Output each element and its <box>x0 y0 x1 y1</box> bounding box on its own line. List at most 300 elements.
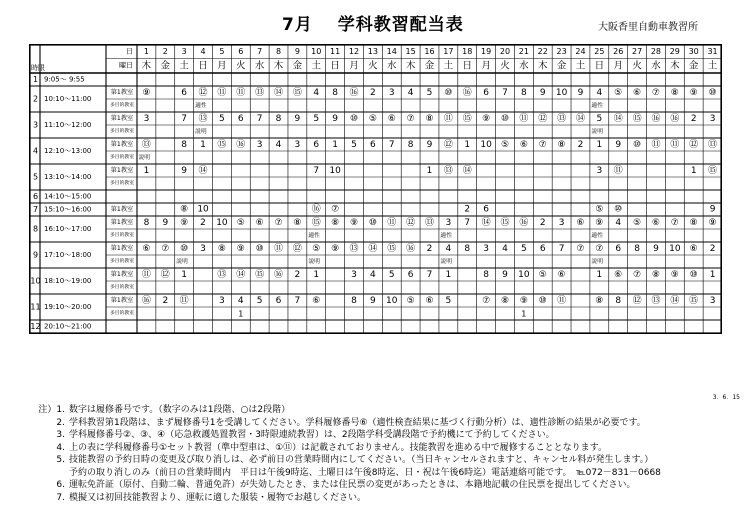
lesson-number: ⑨ <box>331 244 340 254</box>
weekday: 金 <box>160 60 171 72</box>
lesson-number: 6 <box>237 114 244 124</box>
lesson-number: ⑪ <box>236 88 246 98</box>
lesson-number: ⑮ <box>708 166 718 176</box>
lesson-number: 6 <box>407 270 414 280</box>
page-title: 7月 学科教習配当表 <box>282 15 464 35</box>
lesson-number: 8 <box>464 244 471 254</box>
lesson-number: 1 <box>313 270 320 280</box>
lesson-number: 3 <box>596 166 603 176</box>
note-number: 4. <box>56 442 65 453</box>
room-label-1: 第1教室 <box>110 206 134 213</box>
multi-room-entry: 適性 <box>591 103 604 109</box>
weekday: 金 <box>556 60 567 72</box>
period-number: 7 <box>32 205 39 214</box>
lesson-number: ⑬ <box>217 270 227 280</box>
lesson-number: ⑩ <box>689 270 698 280</box>
lesson-number: ⑩ <box>633 140 642 150</box>
weekday: 火 <box>632 60 642 72</box>
weekday: 土 <box>575 60 586 72</box>
lesson-number: ⑮ <box>217 140 227 150</box>
lesson-number: 10 <box>669 244 681 254</box>
lesson-number: ⑪ <box>519 114 529 124</box>
lesson-number: ⑨ <box>595 218 604 228</box>
lesson-number: 7 <box>294 296 301 306</box>
lesson-number: 5 <box>445 296 452 306</box>
lesson-number: 1 <box>596 140 603 150</box>
lesson-number: 1 <box>445 270 452 280</box>
lesson-number: 3 <box>143 114 150 124</box>
lesson-number: ⑫ <box>292 244 302 254</box>
period-time: 11:10～12:00 <box>44 121 92 129</box>
lesson-number: ⑨ <box>180 218 189 228</box>
lesson-number: ⑦ <box>576 244 585 254</box>
weekday: 木 <box>537 60 548 72</box>
period-time: 14:10～15:00 <box>44 192 92 201</box>
day-number: 30 <box>688 47 699 56</box>
note-number: 5. <box>56 455 65 465</box>
lesson-number: ⑥ <box>425 296 434 306</box>
lesson-number: ⑧ <box>670 88 679 98</box>
period-number: 11 <box>30 302 41 312</box>
note-number: 注）1. <box>38 405 65 415</box>
note-line <box>37 442 742 455</box>
day-number: 23 <box>556 47 567 56</box>
lesson-number: ⑭ <box>368 244 378 254</box>
multi-room-entry: 説明 <box>138 155 151 161</box>
room-label-1: 第1教室 <box>110 167 134 174</box>
lesson-number: 10 <box>197 204 209 215</box>
day-number: 8 <box>275 47 282 56</box>
day-number: 5 <box>219 47 225 56</box>
lesson-number: ⑩ <box>180 244 189 254</box>
lesson-number: ⑩ <box>614 204 623 215</box>
lesson-number: ⑤ <box>368 114 377 124</box>
note-text: 上の表に学科履修番号①セット教習（準中型車は、①⑪）は記載されておりません。技能教習を進める中で履修することとなります。 <box>69 442 607 453</box>
lesson-number: 1 <box>464 140 471 150</box>
multi-room-entry: 説明 <box>440 259 453 265</box>
lesson-number: 7 <box>313 166 320 176</box>
lesson-number: 10 <box>216 218 228 228</box>
weekday: 土 <box>311 60 322 72</box>
lesson-number: 4 <box>313 88 320 98</box>
lesson-number: ⑮ <box>632 114 642 124</box>
room-label-1: 第1教室 <box>110 271 134 278</box>
note-text: 予約の取り消しのみ（前日の営業時間内 平日は午後9時迄、土曜日は午後8時迄、日・祝は午後6時迄）電話連絡可能です。 ℡072－831－0668 <box>69 467 661 478</box>
revision-date: 3．6．15 <box>712 394 740 401</box>
lesson-number: 8 <box>634 244 640 254</box>
lesson-number: 1 <box>181 270 188 280</box>
lesson-number: 10 <box>518 270 530 280</box>
period-time: 13:10～14:00 <box>44 173 92 181</box>
period-number: 5 <box>32 172 39 182</box>
day-number: 31 <box>707 47 718 56</box>
day-number: 9 <box>294 47 300 56</box>
lesson-number: 4 <box>370 270 376 280</box>
lesson-number: ⑬ <box>708 140 718 150</box>
weekday: 月 <box>349 60 359 72</box>
lesson-number: 4 <box>445 244 452 254</box>
lesson-number: 3 <box>294 140 301 150</box>
period-time: 16:10～17:00 <box>44 225 92 233</box>
day-number: 2 <box>162 47 168 56</box>
room-label-multi: 多目的教室 <box>110 311 134 316</box>
day-number: 7 <box>257 47 263 56</box>
lesson-number: ⑦ <box>274 218 283 228</box>
lesson-number: ⑯ <box>274 270 284 280</box>
day-number: 26 <box>613 47 624 56</box>
lesson-number: ⑮ <box>462 114 472 124</box>
lesson-number: ⑭ <box>670 296 680 306</box>
multi-room-entry: 適性 <box>591 233 604 239</box>
lesson-number: 9 <box>615 140 622 150</box>
lesson-number: ⑦ <box>633 270 642 280</box>
room-label-multi: 多目的教室 <box>110 181 134 186</box>
multi-room-entry: 適性 <box>195 103 207 109</box>
lesson-number: ⑭ <box>462 166 472 176</box>
notes-section <box>37 404 742 504</box>
period-time: 20:10～21:00 <box>44 322 92 331</box>
lesson-number: ⑦ <box>670 218 679 228</box>
lesson-number: ⑯ <box>236 140 246 150</box>
lesson-number: 5 <box>520 244 527 254</box>
lesson-number: ⑪ <box>651 140 661 150</box>
day-number: 28 <box>650 47 662 56</box>
lesson-number: 6 <box>483 204 489 215</box>
lesson-number: 9 <box>426 140 433 150</box>
lesson-number: ⑦ <box>651 88 660 98</box>
lesson-number: ⑦ <box>161 244 170 254</box>
period-label: 時限 <box>31 64 45 72</box>
lesson-number: 4 <box>237 296 244 306</box>
multi-room-entry: 1 <box>238 309 244 319</box>
weekday-label: 曜日 <box>119 61 133 70</box>
note-text: 数字は履修番号です。（数字のみは1段階、○は2段階） <box>69 405 291 415</box>
lesson-number: ⑯ <box>311 204 321 215</box>
lesson-number: 4 <box>596 88 603 98</box>
day-number: 16 <box>424 47 435 56</box>
school-name: 大阪香里自動車教習所 <box>598 22 698 33</box>
lesson-number: ⑮ <box>255 270 265 280</box>
lesson-number: 2 <box>426 244 433 254</box>
lesson-number: ⑬ <box>424 218 435 228</box>
lesson-number: 2 <box>370 88 376 98</box>
lesson-number: 3 <box>558 218 565 228</box>
lesson-number: 4 <box>407 88 414 98</box>
room-label-1: 第1教室 <box>110 297 134 304</box>
room-label-1: 第1教室 <box>110 141 134 148</box>
lesson-number: ⑭ <box>613 114 623 124</box>
day-number: 11 <box>330 47 341 56</box>
lesson-number: 4 <box>275 140 282 150</box>
lesson-number: ⑨ <box>349 218 359 228</box>
period-number: 9 <box>32 250 39 260</box>
lesson-number: ⑩ <box>708 88 717 98</box>
lesson-number: ⑥ <box>576 218 585 228</box>
lesson-number: ⑪ <box>141 270 151 280</box>
period-time: 17:10～18:00 <box>44 251 92 259</box>
lesson-number: 6 <box>313 140 320 150</box>
lesson-number: 5 <box>596 114 603 124</box>
note-number: 3. <box>56 430 65 440</box>
lesson-number: 9 <box>332 114 339 124</box>
lesson-number: 9 <box>294 114 301 124</box>
notes-list <box>37 404 742 504</box>
day-number: 10 <box>311 47 322 56</box>
lesson-number: ⑦ <box>595 244 604 254</box>
lesson-number: ⑤ <box>595 204 604 215</box>
weekday: 日 <box>330 60 340 72</box>
room-label-1: 第1教室 <box>110 115 134 122</box>
lesson-number: 7 <box>426 270 433 280</box>
lesson-number: ⑮ <box>387 244 397 254</box>
lesson-number: ⑫ <box>198 88 208 98</box>
weekday: 火 <box>368 60 378 72</box>
day-number: 12 <box>348 47 360 56</box>
lesson-number: ⑥ <box>387 114 396 124</box>
day-number: 3 <box>181 47 187 56</box>
lesson-number: 8 <box>615 296 622 306</box>
note-line <box>37 417 742 430</box>
weekday: 火 <box>500 60 510 72</box>
lesson-number: ⑩ <box>349 114 359 124</box>
lesson-number: 4 <box>615 218 622 228</box>
period-number: 12 <box>30 322 41 331</box>
room-label-multi: 多目的教室 <box>110 103 134 108</box>
lesson-number: ⑤ <box>236 218 245 228</box>
lesson-number: ⑪ <box>217 88 227 98</box>
room-label-1: 第1教室 <box>110 219 134 226</box>
lesson-number: 2 <box>539 218 546 228</box>
lesson-number: ⑧ <box>293 218 302 228</box>
lesson-number: ⑫ <box>160 270 170 280</box>
lesson-number: 9 <box>502 270 508 280</box>
lesson-number: ⑯ <box>406 244 416 254</box>
lesson-number: ⑯ <box>349 88 359 98</box>
weekday: 木 <box>273 60 284 72</box>
lesson-number: 2 <box>294 270 301 280</box>
lesson-number: ⑧ <box>557 140 566 150</box>
note-text: 模擬又は初回技能教習より、運転に適した服装・履物でお越しください。 <box>69 492 367 503</box>
lesson-number: ⑧ <box>689 218 698 228</box>
lesson-number: 3 <box>256 140 263 150</box>
lesson-number: 9 <box>162 218 169 228</box>
room-label-multi: 多目的教室 <box>110 259 134 264</box>
lesson-number: ⑫ <box>443 140 453 150</box>
lesson-number: ⑭ <box>274 88 284 98</box>
lesson-number: ⑤ <box>538 270 547 280</box>
lesson-number: ⑭ <box>575 114 585 124</box>
lesson-number: ⑮ <box>689 296 699 306</box>
lesson-number: ⑥ <box>633 88 642 98</box>
lesson-number: ⑪ <box>670 140 680 150</box>
room-label-multi: 多目的教室 <box>110 155 134 160</box>
note-text: 学科教習第1段階は、まず履修番号1を受講してください。学科履修番号⑥（適性検査結果に基づく行動分析）は、適性診断の結果が必要です。 <box>69 417 646 428</box>
lesson-number: 7 <box>558 244 565 254</box>
day-number: 27 <box>631 47 643 56</box>
weekday: 月 <box>613 60 623 72</box>
lesson-number: 2 <box>690 114 697 124</box>
lesson-number: ⑨ <box>519 296 528 306</box>
lesson-number: 7 <box>256 114 263 124</box>
day-number: 29 <box>669 47 680 56</box>
lesson-number: 8 <box>520 88 527 98</box>
lesson-number: 8 <box>351 296 357 306</box>
lesson-number: 3 <box>445 218 452 228</box>
lesson-number: 10 <box>555 88 568 98</box>
multi-room-entry: 説明 <box>195 129 207 135</box>
weekday: 水 <box>519 60 529 72</box>
weekday: 木 <box>405 60 416 72</box>
room-label-multi: 多目的教室 <box>110 285 134 290</box>
day-number: 4 <box>200 47 206 56</box>
period-number: 1 <box>32 75 39 84</box>
lesson-number: ⑦ <box>538 140 547 150</box>
lesson-number: ⑪ <box>387 218 397 228</box>
day-number: 17 <box>443 47 454 56</box>
lesson-number: 6 <box>275 296 282 306</box>
day-number: 6 <box>238 47 244 56</box>
lesson-number: 8 <box>483 270 489 280</box>
note-text: 技能教習の予約日時の変更及び取り消しは、必ず前日の営業時間内にしてください。（当日キャンセルされますと、キャンセル料が発生します。） <box>69 455 654 465</box>
period-number: 8 <box>32 224 39 234</box>
lesson-number: 1 <box>690 166 697 176</box>
lesson-number: 3 <box>709 114 716 124</box>
lesson-number: 9 <box>181 166 188 176</box>
lesson-number: ⑤ <box>614 88 623 98</box>
lesson-number: ⑩ <box>368 218 377 228</box>
lesson-number: ⑪ <box>613 166 623 176</box>
lesson-number: ⑮ <box>292 88 302 98</box>
lesson-number: ⑥ <box>557 270 566 280</box>
lesson-number: 9 <box>653 244 659 254</box>
period-time: 15:10～16:00 <box>44 205 92 214</box>
lesson-number: ⑯ <box>519 218 529 228</box>
schedule-grid <box>29 44 722 334</box>
lesson-number: ⑬ <box>651 296 661 306</box>
lesson-number: ⑦ <box>406 114 415 124</box>
lesson-number: 6 <box>615 244 622 254</box>
lesson-number: 5 <box>388 270 395 280</box>
lesson-number: 10 <box>386 296 398 306</box>
lesson-number: ⑥ <box>142 244 151 254</box>
lesson-number: ⑥ <box>651 218 660 228</box>
lesson-number: ⑬ <box>141 140 151 150</box>
day-number: 15 <box>405 47 416 56</box>
lesson-number: ⑪ <box>274 244 284 254</box>
lesson-number: 6 <box>181 88 188 98</box>
period-number: 3 <box>32 120 39 130</box>
lesson-number: 9 <box>539 88 546 98</box>
lesson-number: ⑥ <box>689 244 698 254</box>
weekday: 金 <box>688 60 699 72</box>
lesson-number: ⑧ <box>425 114 434 124</box>
lesson-number: ⑫ <box>538 114 548 124</box>
weekday: 金 <box>424 60 435 72</box>
weekday: 日 <box>198 60 208 72</box>
note-number: 6. <box>56 480 65 490</box>
page-header <box>0 0 750 40</box>
lesson-number: ⑦ <box>331 204 340 215</box>
room-label-1: 第1教室 <box>110 89 134 96</box>
lesson-number: ⑭ <box>481 218 491 228</box>
multi-room-entry: 1 <box>521 309 527 319</box>
lesson-number: ⑯ <box>462 88 472 98</box>
lesson-number: ⑤ <box>500 140 510 150</box>
period-time: 19:10～20:00 <box>44 303 92 311</box>
lesson-number: ⑫ <box>689 140 699 150</box>
lesson-number: ⑤ <box>633 218 642 228</box>
lesson-number: ⑮ <box>500 218 510 228</box>
lesson-number: ⑯ <box>670 114 680 124</box>
lesson-number: ⑭ <box>236 270 246 280</box>
lesson-number: ⑥ <box>255 218 264 228</box>
lesson-number: ⑧ <box>331 218 340 228</box>
lesson-number: ⑪ <box>179 296 189 306</box>
weekday: 土 <box>707 60 718 72</box>
lesson-number: ⑤ <box>312 244 321 254</box>
lesson-number: ⑫ <box>632 296 642 306</box>
lesson-number: ⑬ <box>557 114 567 124</box>
multi-room-entry: 説明 <box>176 259 188 265</box>
lesson-number: ⑧ <box>500 296 510 306</box>
day-number: 14 <box>386 47 397 56</box>
note-line <box>37 454 742 467</box>
lesson-number: 1 <box>426 166 433 176</box>
multi-room-entry: 説明 <box>591 259 604 265</box>
day-number: 13 <box>367 47 378 56</box>
lesson-number: ⑩ <box>444 88 453 98</box>
day-number: 25 <box>594 47 605 56</box>
period-number: 2 <box>32 94 39 104</box>
room-label-multi: 多目的教室 <box>110 129 134 134</box>
multi-room-entry: 説明 <box>308 259 320 265</box>
lesson-number: 1 <box>332 140 339 150</box>
lesson-number: ⑪ <box>443 114 453 124</box>
lesson-number: 6 <box>483 88 489 98</box>
room-label-1: 第1教室 <box>110 245 134 252</box>
weekday: 月 <box>217 60 227 72</box>
lesson-number: 6 <box>539 244 546 254</box>
weekday: 日 <box>462 60 472 72</box>
lesson-number: ⑨ <box>670 270 679 280</box>
schedule-table <box>29 44 722 338</box>
lesson-number: 5 <box>219 114 225 124</box>
lesson-number: 8 <box>181 140 188 150</box>
period-time: 12:10～13:00 <box>44 147 92 155</box>
lesson-number: ⑤ <box>406 296 415 306</box>
lesson-number: ⑬ <box>255 88 265 98</box>
period-number: 4 <box>32 146 39 156</box>
lesson-number: ⑪ <box>557 296 567 306</box>
lesson-number: 10 <box>480 140 492 150</box>
lesson-number: 2 <box>709 244 716 254</box>
lesson-number: 8 <box>332 88 339 98</box>
lesson-number: ⑯ <box>141 296 151 306</box>
weekday: 水 <box>387 60 397 72</box>
note-line <box>37 467 742 480</box>
day-number: 24 <box>575 47 586 56</box>
period-number: 10 <box>30 276 41 286</box>
lesson-number: 10 <box>329 166 341 176</box>
lesson-number: ⑩ <box>500 114 510 124</box>
weekday: 土 <box>179 60 189 72</box>
multi-room-entry: 適性 <box>308 233 320 239</box>
lesson-number: ⑦ <box>482 296 491 306</box>
day-number: 22 <box>537 47 548 56</box>
lesson-number: 7 <box>181 114 188 124</box>
lesson-number: 8 <box>275 114 282 124</box>
lesson-number: ⑫ <box>406 218 416 228</box>
